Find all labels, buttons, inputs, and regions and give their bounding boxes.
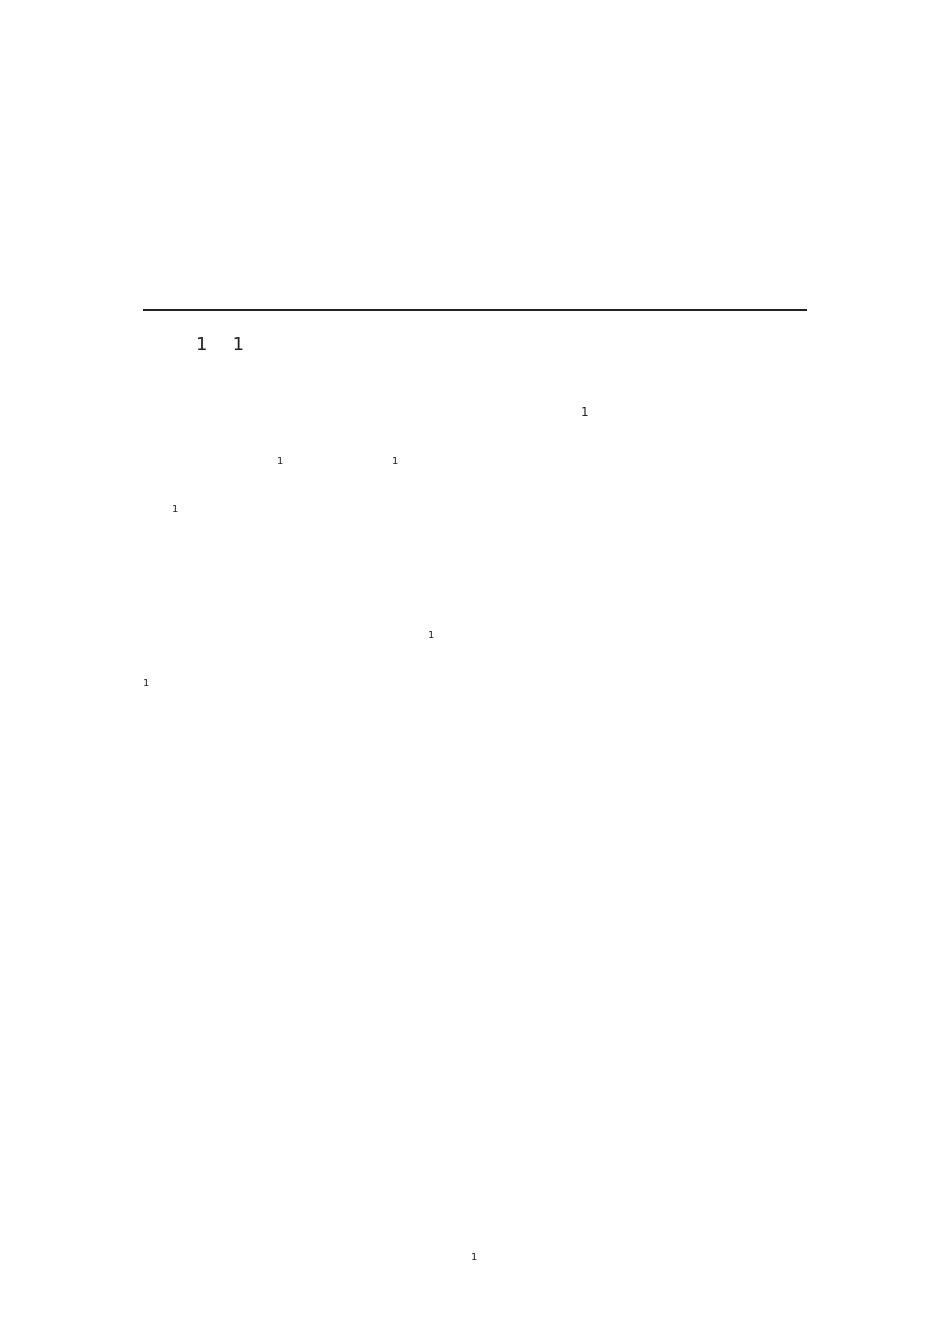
- option-d: [612, 1026, 616, 1038]
- section-info: 1: [428, 630, 440, 641]
- option-d: [461, 1201, 465, 1213]
- option-d: [612, 703, 616, 715]
- page-number: 1: [471, 1252, 478, 1263]
- option-d: [461, 853, 465, 865]
- meta-field: 1: [392, 456, 404, 467]
- option-c: [461, 703, 465, 715]
- note-line: 1: [172, 504, 180, 515]
- option-b: [311, 1126, 315, 1138]
- option-a: [160, 1026, 164, 1038]
- option-a: [160, 903, 164, 915]
- note-line: [497, 528, 501, 540]
- question-stem: 1: [143, 678, 151, 689]
- option-b: [461, 1176, 465, 1188]
- option-d: [612, 1076, 616, 1088]
- option-d: [612, 978, 616, 990]
- option-a: [160, 703, 164, 715]
- top-subtitle: [511, 170, 515, 182]
- option-a: [160, 1126, 164, 1138]
- document-title: 1 1: [196, 334, 254, 355]
- option-c: [461, 978, 465, 990]
- option-b: [311, 703, 315, 715]
- option-b: [461, 753, 465, 765]
- option-b: [461, 828, 465, 840]
- meta-field: 1: [277, 456, 289, 467]
- option-c: [461, 1126, 465, 1138]
- option-b: [311, 978, 315, 990]
- document-subtitle: 1: [581, 405, 591, 419]
- option-c: [461, 1026, 465, 1038]
- option-d: [461, 928, 465, 940]
- option-c: [461, 1076, 465, 1088]
- option-b: [461, 903, 465, 915]
- option-b: [311, 1076, 315, 1088]
- horizontal-rule: [143, 309, 807, 311]
- option-c: [160, 1201, 164, 1213]
- option-a: [160, 753, 164, 765]
- option-a: [160, 1176, 164, 1188]
- option-c: [160, 778, 164, 790]
- option-b: [311, 1026, 315, 1038]
- option-a: [160, 828, 164, 840]
- note-line: [512, 553, 520, 565]
- option-d: [461, 778, 465, 790]
- option-a: [160, 1076, 164, 1088]
- option-d: [612, 1126, 616, 1138]
- option-c: [160, 853, 164, 865]
- option-a: [160, 978, 164, 990]
- top-title: [433, 124, 468, 144]
- section-info: [319, 630, 323, 642]
- option-c: [160, 928, 164, 940]
- section-info: [484, 630, 488, 642]
